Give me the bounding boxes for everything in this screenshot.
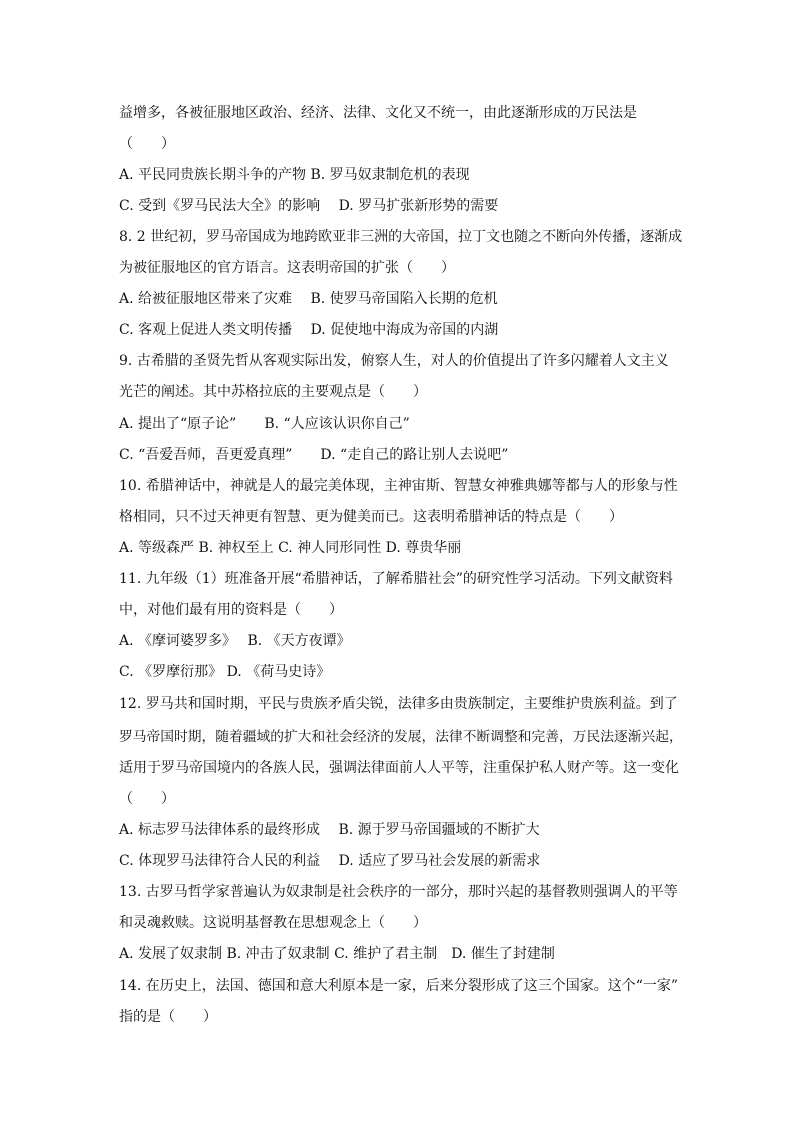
text-line: 格相同，只不过天神更有智慧、更为健美而已。这表明希腊神话的特点是（ ） [119,509,623,525]
option-line: A. 《摩诃婆罗多》 B. 《天方夜谭》 [119,633,351,649]
text-line: 为被征服地区的官方语言。这表明帝国的扩张（ ） [119,260,455,276]
text-line: 指的是（ ） [119,1009,217,1025]
question-12: 12. 罗马共和国时期，平民与贵族矛盾尖锐，法律多由贵族制定，主要维护贵族利益。到了 [119,696,678,712]
option-line: C. 体现罗马法律符合人民的利益 D. 适应了罗马社会发展的新需求 [119,853,541,869]
option-line: A. 发展了奴隶制 B. 冲击了奴隶制 C. 维护了君主制 D. 催生了封建制 [119,946,555,962]
question-11: 11. 九年级（1）班准备开展“希腊神话，了解希腊社会”的研究性学习活动。下列文献资料 [119,571,673,587]
question-9: 9. 古希腊的圣贤先哲从客观实际出发，俯察人生，对人的价值提出了许多闪耀着人文主义 [119,353,669,369]
text-line: 中，对他们最有用的资料是（ ） [119,602,343,618]
text-line: 适用于罗马帝国境内的各族人民，强调法律面前人人平等，注重保护私人财产等。这一变化 [119,760,679,776]
question-13: 13. 古罗马哲学家普遍认为奴隶制是社会秩序的一部分，那时兴起的基督教则强调人的平等 [119,884,678,900]
option-line: C. “吾爱吾师，吾更爱真理” D. “走自己的路让别人去说吧” [119,447,509,463]
option-line: A. 提出了“原子论” B. “人应该认识你自己” [119,416,410,432]
question-8: 8. 2 世纪初，罗马帝国成为地跨欧亚非三洲的大帝国，拉丁文也随之不断向外传播，逐渐成 [119,229,683,245]
text-line: 罗马帝国时期，随着疆域的扩大和社会经济的发展，法律不断调整和完善，万民法逐渐兴起， [119,729,683,745]
question-10: 10. 希腊神话中，神就是人的最完美体现，主神宙斯、智慧女神雅典娜等都与人的形象与性 [119,478,678,494]
text-line: （ ） [119,136,175,152]
text-line: 益增多，各被征服地区政治、经济、法律、文化又不统一，由此逐渐形成的万民法是 [119,105,637,121]
option-line: A. 标志罗马法律体系的最终形成 B. 源于罗马帝国疆域的不断扩大 [119,822,540,838]
option-line: A. 平民同贵族长期斗争的产物 B. 罗马奴隶制危机的表现 [119,167,470,183]
text-line: （ ） [119,791,175,807]
option-line: C. 《罗摩衍那》 D. 《荷马史诗》 [119,664,331,680]
option-line: A. 给被征服地区带来了灾难 B. 使罗马帝国陷入长期的危机 [119,291,498,307]
question-14: 14. 在历史上，法国、德国和意大利原本是一家，后来分裂形成了这三个国家。这个“一家” [119,978,679,994]
text-line: 光芒的阐述。其中苏格拉底的主要观点是（ ） [119,384,427,400]
option-line: A. 等级森严 B. 神权至上 C. 神人同形同性 D. 尊贵华丽 [119,540,462,556]
option-line: C. 受到《罗马民法大全》的影响 D. 罗马扩张新形势的需要 [119,198,499,214]
text-line: 和灵魂救赎。这说明基督教在思想观念上（ ） [119,915,427,931]
option-line: C. 客观上促进人类文明传播 D. 促使地中海成为帝国的内湖 [119,322,499,338]
